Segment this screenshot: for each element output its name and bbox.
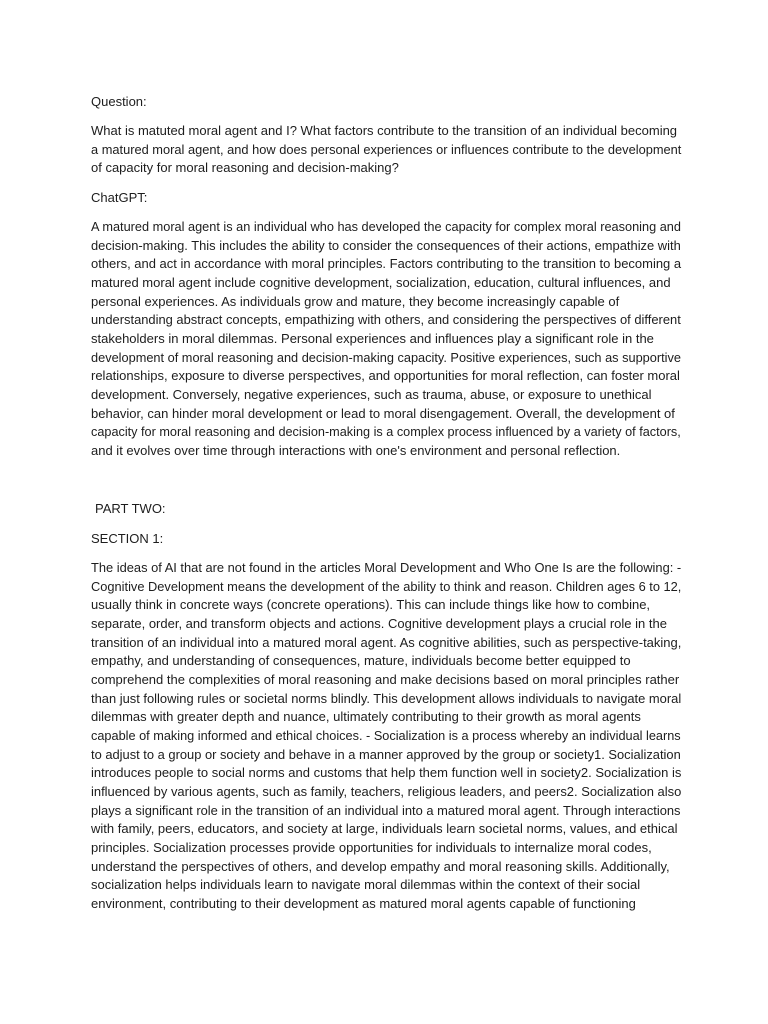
answer-line: stakeholders in moral dilemmas. Personal experiences and influences play a significant role in the <box>91 330 654 346</box>
section-line: plays a significant role in the transition of an individual into a matured moral agent. Through interactions <box>91 802 681 818</box>
answer-line: capacity for moral reasoning and decision-making is a complex process influenced by a variety of factors, <box>91 424 681 440</box>
section-line: than just following rules or societal norms blindly. This development allows individuals to navigate moral <box>91 690 682 706</box>
section-line: The ideas of AI that are not found in the articles Moral Development and Who One Is are the following: - <box>91 559 682 575</box>
section-heading-text: SECTION 1: <box>91 530 164 546</box>
answer-line: and it evolves over time through interactions with one's environment and personal reflection. <box>91 442 621 458</box>
section-line: usually think in concrete ways (concrete operations). This can include things like how to combine, <box>91 597 651 613</box>
section-line: environment, contributing to their development as matured moral agents capable of functioning <box>91 896 636 912</box>
document-body <box>91 93 691 925</box>
section-paragraph <box>91 559 691 914</box>
part-heading <box>91 500 691 519</box>
answer-line: matured moral agent include cognitive development, socialization, education, cultural influences, and <box>91 274 671 290</box>
section-line: to adjust to a group or society and behave in a manner approved by the group or society1. Socialization <box>91 746 681 762</box>
section-line: principles. Socialization processes provide opportunities for individuals to internalize moral codes, <box>91 840 652 856</box>
answer-heading-text: ChatGPT: <box>91 189 148 205</box>
question-line: What is matuted moral agent and I? What factors contribute to the transition of an individual becoming <box>91 122 678 138</box>
question-line: of capacity for moral reasoning and decision-making? <box>91 160 399 176</box>
answer-line: understanding abstract concepts, empathizing with others, and considering the perspectives of different <box>91 312 681 328</box>
answer-heading <box>91 189 691 208</box>
section-line: capable of making informed and ethical choices. - Socialization is a process whereby an individual learns <box>91 727 681 743</box>
answer-line: relationships, exposure to diverse perspectives, and opportunities for moral reflection, can foster moral <box>91 368 680 384</box>
section-line: comprehend the complexities of moral reasoning and make decisions based on moral principles rather <box>91 671 680 687</box>
section-line: empathy, and understanding of consequences, mature, individuals become better equipped to <box>91 653 631 669</box>
question-paragraph <box>91 122 691 178</box>
section-line: understand the perspectives of others, and develop empathy and moral reasoning skills. Additionally, <box>91 858 670 874</box>
answer-line: others, and act in accordance with moral principles. Factors contributing to the transition to becoming a <box>91 256 682 272</box>
answer-line: personal experiences. As individuals grow and mature, they become increasingly capable of <box>91 293 620 309</box>
answer-line: development of moral reasoning and decision-making capacity. Positive experiences, such as supportive <box>91 349 681 365</box>
section-line: influenced by various agents, such as family, teachers, religious leaders, and peers2. Socialization also <box>91 784 682 799</box>
question-heading <box>91 93 691 112</box>
section-line: separate, order, and transform objects and actions. Cognitive development plays a crucial role in the <box>91 615 667 631</box>
empty-paragraph <box>91 471 691 490</box>
section-line: transition of an individual into a matured moral agent. As cognitive abilities, such as perspective-taking, <box>91 634 682 650</box>
answer-paragraph <box>91 218 691 461</box>
question-line: a matured moral agent, and how does personal experiences or influences contribute to the development <box>91 141 682 157</box>
answer-line: decision-making. This includes the ability to consider the consequences of their actions, empathize with <box>91 237 681 253</box>
answer-line: A matured moral agent is an individual who has developed the capacity for complex moral reasoning and <box>91 218 681 234</box>
section-line: with family, peers, educators, and society at large, individuals learn societal norms, values, and ethical <box>91 821 678 837</box>
answer-line: behavior, can hinder moral development or lead to moral disengagement. Overall, the development of <box>91 405 675 421</box>
section-line: introduces people to social norms and customs that help them function well in society2. Socialization is <box>91 765 682 781</box>
section-line: Cognitive Development means the development of the ability to think and reason. Children ages 6 to 12, <box>91 578 682 594</box>
question-heading-text: Question: <box>91 93 147 109</box>
section-heading <box>91 530 691 549</box>
answer-line: development. Conversely, negative experiences, such as trauma, abuse, or exposure to unethical <box>91 386 652 402</box>
part-heading-text: PART TWO: <box>95 501 166 517</box>
section-line: socialization helps individuals learn to navigate moral dilemmas within the context of their social <box>91 877 641 893</box>
section-line: dilemmas with greater depth and nuance, ultimately contributing to their growth as moral agents <box>91 709 641 725</box>
